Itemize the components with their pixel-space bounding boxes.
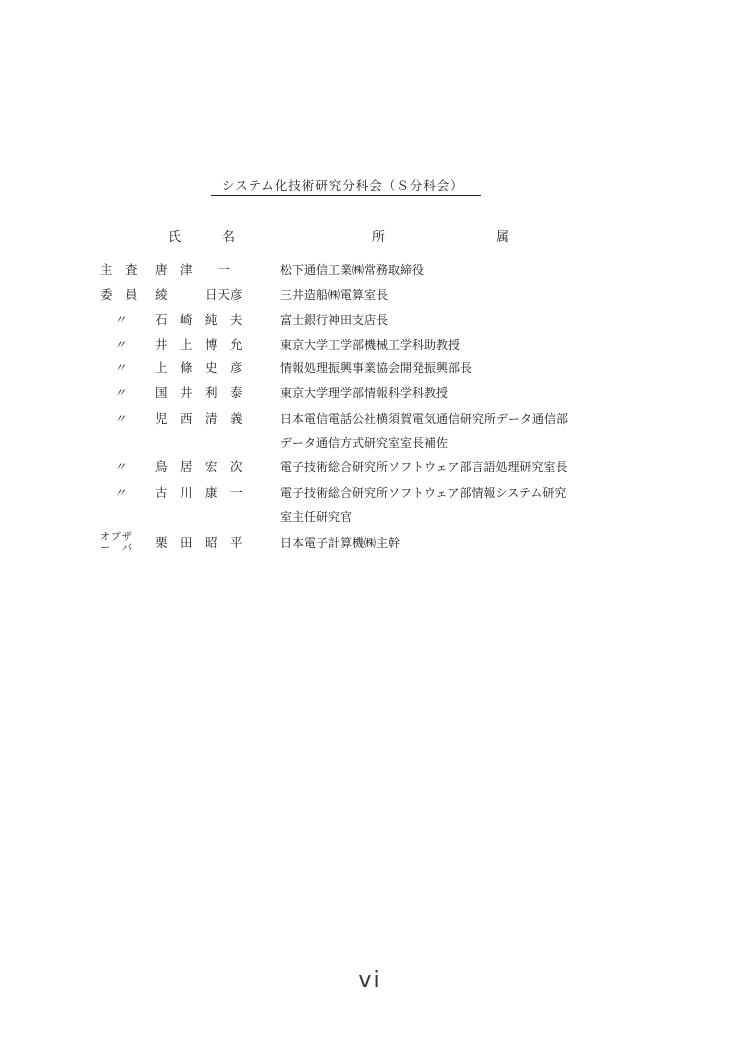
member-affiliation: 三井造船㈱電算室長: [280, 288, 389, 302]
member-row: [0, 532, 750, 554]
member-role: 〃: [114, 460, 127, 474]
member-role: 主 査: [100, 262, 138, 277]
member-affiliation: 松下通信工業㈱常務取締役: [280, 263, 425, 277]
member-role: 〃: [114, 313, 127, 327]
member-row: [0, 284, 750, 306]
member-role: 〃: [114, 361, 127, 375]
member-name: 鳥 居 宏 次: [155, 459, 243, 474]
member-name: 石 崎 純 夫: [155, 312, 243, 327]
member-role-line-2: ー バ: [100, 543, 133, 554]
header-name-2: 名: [222, 230, 236, 245]
member-name: 栗 田 昭 平: [155, 535, 243, 550]
page-number: vi: [358, 968, 382, 993]
header-name-1: 氏: [168, 230, 182, 245]
member-affiliation: 電子技術総合研究所ソフトウェア部情報システム研究: [280, 486, 567, 500]
member-row: [0, 259, 750, 281]
member-role: 〃: [114, 386, 127, 400]
member-role: [100, 532, 152, 554]
header-affiliation-2: 属: [496, 230, 510, 245]
member-affiliation: 東京大学理学部情報科学科教授: [280, 386, 449, 400]
member-row: [0, 334, 750, 356]
member-affiliation-continued: 室主任研究官: [280, 510, 353, 524]
member-role: 〃: [114, 486, 127, 500]
member-row: [0, 482, 750, 524]
member-role: 〃: [114, 412, 127, 426]
member-affiliation: 電子技術総合研究所ソフトウェア部言語処理研究室長: [280, 460, 568, 474]
member-name: 井 上 博 允: [155, 337, 243, 352]
member-affiliation: 東京大学工学部機械工学科助教授: [280, 338, 461, 352]
header-affiliation-1: 所: [372, 230, 386, 245]
member-name: 古 川 康 一: [155, 485, 243, 500]
member-row: [0, 382, 750, 404]
member-name: 国 井 利 泰: [155, 385, 243, 400]
member-affiliation-continued: データ通信方式研究室室長補佐: [280, 436, 449, 450]
member-affiliation: 富士銀行神田支店長: [280, 313, 389, 327]
member-role-line-1: オブザ: [100, 532, 133, 543]
member-row: [0, 408, 750, 450]
title-underline: [211, 195, 481, 196]
member-affiliation: 日本電子計算機㈱主幹: [280, 536, 401, 550]
document-title: システム化技術研究分科会（Ｓ分科会）: [222, 178, 464, 193]
member-role: 委 員: [100, 287, 138, 302]
member-role: 〃: [114, 338, 127, 352]
member-row: [0, 309, 750, 331]
member-name: 綾 日天彦: [155, 287, 243, 302]
member-row: [0, 456, 750, 478]
member-name: 上 條 史 彦: [155, 360, 243, 375]
member-name: 児 西 清 義: [155, 411, 243, 426]
member-affiliation: 情報処理振興事業協会開発振興部長: [280, 361, 473, 375]
member-name: 唐 津 一: [155, 262, 231, 277]
member-affiliation: 日本電信電話公社横須賀電気通信研究所データ通信部: [280, 412, 569, 426]
member-row: [0, 357, 750, 379]
